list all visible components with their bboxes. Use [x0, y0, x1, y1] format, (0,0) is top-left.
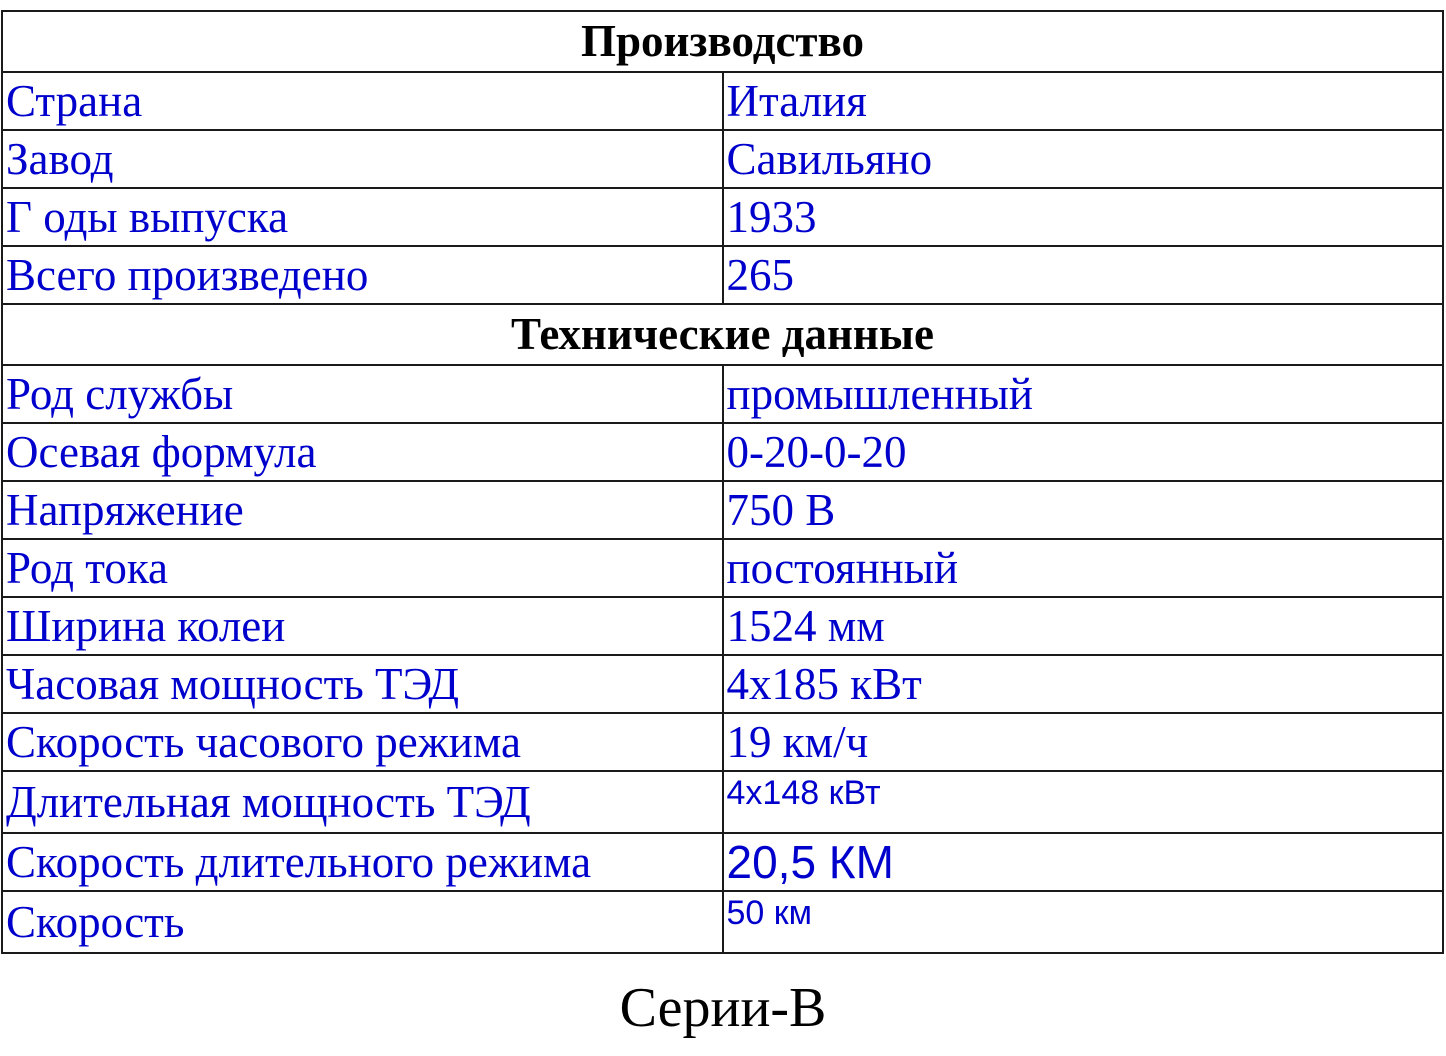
- row-label: Род тока: [2, 539, 723, 597]
- row-value: 50 км: [723, 891, 1444, 953]
- row-value: 1524 мм: [723, 597, 1444, 655]
- row-value: 19 км/ч: [723, 713, 1444, 771]
- section-title: Производство: [2, 11, 1443, 72]
- section-header-technical: [2, 304, 1443, 365]
- row-label: Скорость часового режима: [2, 713, 723, 771]
- table-row: [2, 130, 1443, 188]
- row-value: 0-20-0-20: [723, 423, 1444, 481]
- table-row: [2, 188, 1443, 246]
- row-value: 4x148 кВт: [723, 771, 1444, 833]
- row-value: 265: [723, 246, 1444, 304]
- row-label: Скорость длительного режима: [2, 833, 723, 891]
- caption: Серии-В: [619, 977, 827, 1039]
- row-value: 750 В: [723, 481, 1444, 539]
- table-row: [2, 771, 1443, 833]
- row-label: Скорость: [2, 891, 723, 953]
- row-label: Часовая мощность ТЭД: [2, 655, 723, 713]
- row-value: Италия: [723, 72, 1444, 130]
- row-value: постоянный: [723, 539, 1444, 597]
- row-value: Савильяно: [723, 130, 1444, 188]
- row-label: Страна: [2, 72, 723, 130]
- table-row: [2, 655, 1443, 713]
- table-row: [2, 365, 1443, 423]
- table-row: [2, 72, 1443, 130]
- row-label: Осевая формула: [2, 423, 723, 481]
- row-label: Всего произведено: [2, 246, 723, 304]
- row-label: Ширина колеи: [2, 597, 723, 655]
- row-label: Длительная мощность ТЭД: [2, 771, 723, 833]
- table-row: [2, 833, 1443, 891]
- row-value: промышленный: [723, 365, 1444, 423]
- row-label: Завод: [2, 130, 723, 188]
- section-header-production: [2, 11, 1443, 72]
- row-label: Г оды выпуска: [2, 188, 723, 246]
- row-value: 1933: [723, 188, 1444, 246]
- spec-table: [1, 10, 1444, 954]
- table-row: [2, 713, 1443, 771]
- row-label: Род службы: [2, 365, 723, 423]
- table-row: [2, 246, 1443, 304]
- table-row: [2, 597, 1443, 655]
- section-title: Технические данные: [2, 304, 1443, 365]
- table-row: [2, 539, 1443, 597]
- row-value: 20,5 КМ: [723, 833, 1444, 891]
- table-row: [2, 481, 1443, 539]
- row-value: 4x185 кВт: [723, 655, 1444, 713]
- table-row: [2, 423, 1443, 481]
- table-row: [2, 891, 1443, 953]
- row-label: Напряжение: [2, 481, 723, 539]
